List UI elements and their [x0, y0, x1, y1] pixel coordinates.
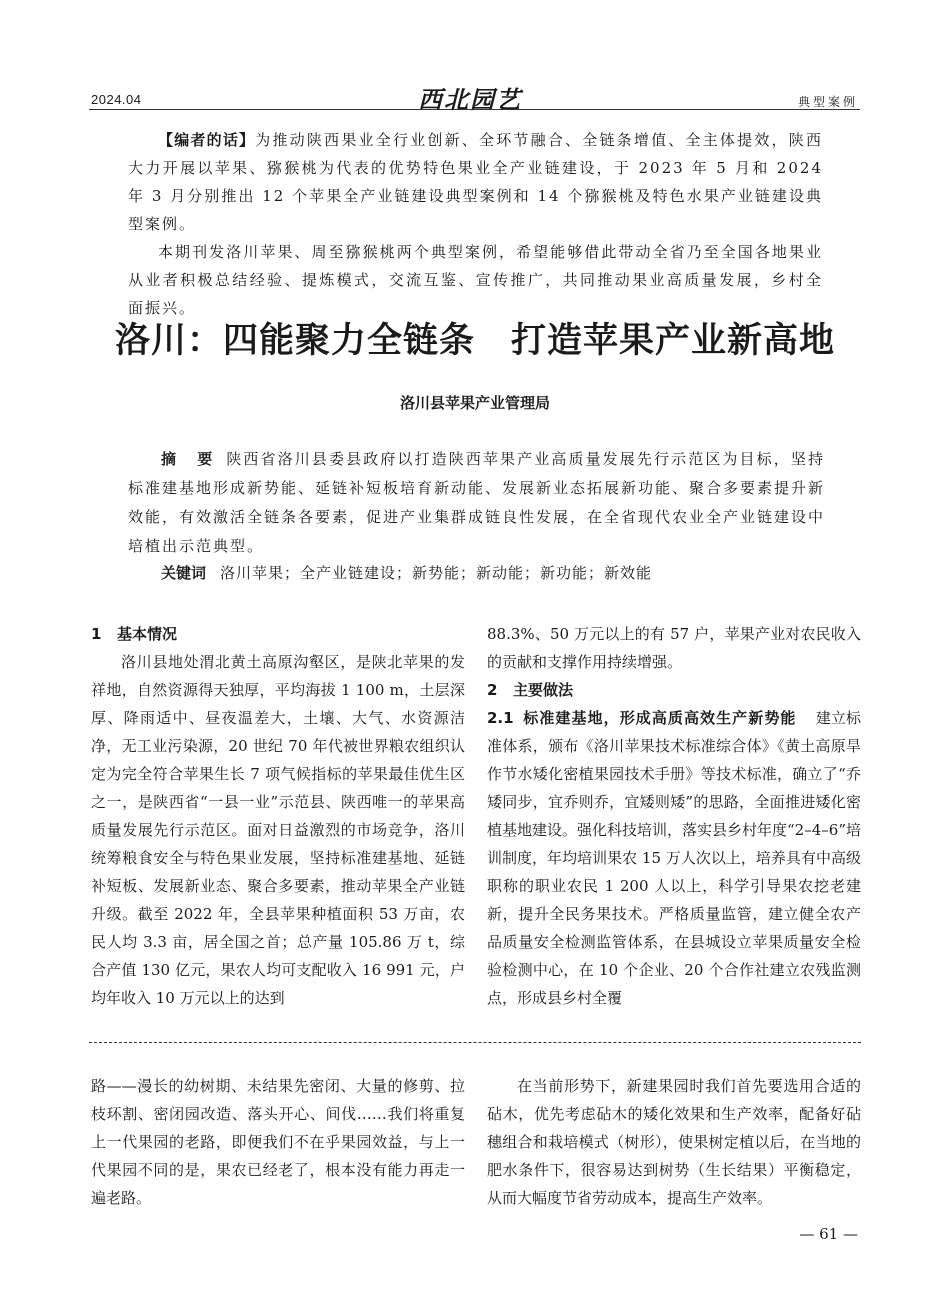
- keywords: [161, 562, 652, 583]
- abstract-text: 陕西省洛川县委县政府以打造陕西苹果产业高质量发展先行示范区为目标，坚持标准建基地形成新势能、延链补短板培育新动能、发展新业态拓展新功能、聚合多要素提升新效能，有效激活全链条各要素，促进产业集群成链良性发展，在全省现代农业全产业链建设中培植出示范典型。: [128, 450, 826, 555]
- editor-note: [128, 126, 823, 322]
- keywords-label: 关键词: [161, 564, 207, 582]
- right-column: [487, 620, 861, 1012]
- abstract: [128, 445, 825, 561]
- article-title-part-1: 洛川：四能聚力全链条: [114, 321, 475, 361]
- section-heading-1: 1 基本情况: [91, 625, 178, 643]
- abstract-label: 摘 要: [161, 450, 213, 468]
- article-title-part-2: 打造苹果产业新高地: [511, 321, 836, 361]
- journal-logo: 西北园艺: [418, 85, 522, 114]
- left-column: [91, 620, 465, 1012]
- editor-note-paragraph-1: [128, 126, 823, 238]
- sidebar-left-text: 路——漫长的幼树期、未结果先密闭、大量的修剪、拉枝环割、密闭园改造、落头开心、间伐……我们将重复上一代果园的老路，即便我们不在乎果园效益，与上一代果园不同的是，果农已经老了，根本没有能力再走一遍老路。: [91, 1077, 465, 1207]
- editor-note-paragraph-2: 本期刊发洛川苹果、周至猕猴桃两个典型案例，希望能够借此带动全省乃至全国各地果业从业者积极总结经验、提炼模式，交流互鉴、宣传推广，共同推动果业高质量发展，乡村全面振兴。: [128, 243, 823, 317]
- editor-note-text-1: 为推动陕西果业全行业创新、全环节融合、全链条增值、全主体提效，陕西大力开展以苹果、猕猴桃为代表的优势特色果业全产业链建设，于 2023 年 5 月和 2024 年 3 月分别推出 12 个苹果全产业链建设典型案例和 14 个猕猴桃及特色水果产业链建设典型案例。: [128, 131, 823, 233]
- page-number: — 61 —: [799, 1225, 858, 1243]
- section-label: 典型案例: [797, 95, 858, 109]
- section-heading-2: 2 主要做法: [487, 681, 574, 699]
- sidebar-right-text: 在当前形势下，新建果园时我们首先要选用合适的砧木，优先考虑砧木的矮化效果和生产效率，配备好砧穗组合和栽培模式（树形），使果树定植以后，在当地的肥水条件下，很容易达到树势（生长结果）平衡稳定，从而大幅度节省劳动成本，提高生产效率。: [487, 1077, 861, 1207]
- subsection-2-1: 2.1 标准建基地，形成高质高效生产新势能 建立标准体系，颁布《洛川苹果技术标准综合体》《黄土高原旱作节水矮化密植果园技术手册》等技术标准，确立了“乔矮同步，宜乔则乔，宜矮则矮”的思路，全面推进矮化密植基地建设。强化科技培训，落实县乡村年度“2–4–6”培训制度，年均培训果农 15 万人次以上，培养具有中高级职称的职业农民 1 200 人以上，科学引导果农挖老建新，提升全民务果技术。严格质量监管，建立健全农产品质量安全检测监管体系，在县城设立苹果质量安全检验检测中心，在 10 个企业、20 个合作社建立农残监测点，形成县乡村全覆: [487, 709, 861, 1007]
- section-1-paragraph: 洛川县地处渭北黄土高原沟壑区，是陕北苹果的发祥地，自然资源得天独厚，平均海拔 1 100 m，土层深厚、降雨适中、昼夜温差大，土壤、大气、水资源洁净，无工业污染源，20 世纪 70 年代被世界粮农组织认定为完全符合苹果生长 7 项气候指标的苹果最佳优生区之一，是陕西省“一县一业”示范县、陕西唯一的苹果高质量发展先行示范区。面对日益激烈的市场竞争，洛川统筹粮食安全与特色果业发展，坚持标准建基地、延链补短板、发展新业态、聚合多要素，推动苹果全产业链升级。截至 2022 年，全县苹果种植面积 53 万亩，农民人均 3.3 亩，居全国之首；总产量 105.86 万 t，综合产值 130 亿元，果农人均可支配收入 16 991 元，户均年收入 10 万元以上的达到: [91, 653, 465, 1007]
- article-author: 洛川县苹果产业管理局: [399, 394, 550, 412]
- header-rule: [89, 109, 860, 110]
- issue-date: 2024.04: [91, 92, 142, 107]
- section-divider: [89, 1042, 861, 1043]
- sidebar-right-column: [487, 1072, 861, 1212]
- editor-note-label: 【编者的话】: [158, 131, 256, 149]
- section-1-paragraph-continued: 88.3%、50 万元以上的有 57 户，苹果产业对农民收入的贡献和支撑作用持续增强。: [487, 625, 861, 671]
- sidebar-left-column: [91, 1072, 465, 1212]
- article-title: [0, 313, 950, 363]
- keywords-text: 洛川苹果；全产业链建设；新势能；新动能；新功能；新效能: [220, 564, 653, 582]
